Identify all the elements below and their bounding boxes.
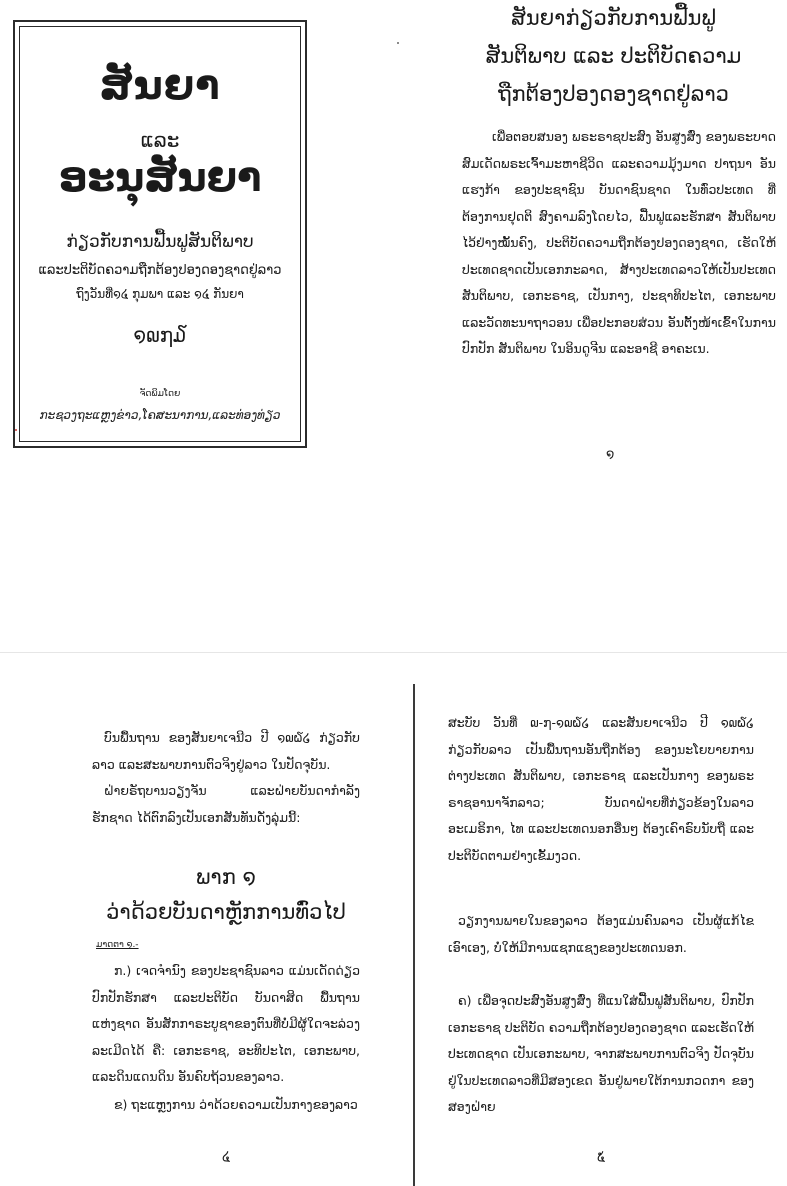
scan-speck — [397, 42, 399, 44]
page-1-title-line-2: ສັນຕິພາບ ແລະ ປະຕິບັດຄວາມ — [485, 44, 742, 68]
page-1-number: ໑ — [606, 447, 615, 462]
page-5-number: ໕ — [597, 1150, 606, 1165]
page-4-chapter-title: ວ່າດ້ວຍບັນດາຫຼັກການທົ່ວໄປ — [106, 900, 346, 924]
cover-title: ສັນຍາ — [99, 63, 221, 109]
page-1-paragraph: ເພື່ອຕອບສນອງ ພຣະຣາຊປະສົງ ອັນສູງສົ່ງ ຂອງພຣະບາດສົມເດັດພຣະເຈົ້າມະຫາຊີວິດ ແລະຄວາມມຸ້ງມາດ ປາຖນາ ອັນແຮງກ້າ ຂອງປະຊາຊົນ ບັນດາຊົນຊາດ ໃນທົ່ວປະເທດ ທີ່ຕ້ອງການຢຸດຕິ ສົງຄາມລົງໂດຍໄວ, ຟື້ນຟູແລະຮັກສາ ສັນຕິພາບໄວ້ຢ່າງໝັ້ນຄົງ, ປະຕິບັດຄວາມຖືກຕ້ອງປອງດອງຊາດ, ເຮັດໃຫ້ປະເທດຊາດເປັນເອກກະລາດ, ສ້າງປະເທດລາວໃຫ້ເປັນປະເທດສັນຕິພາບ, ເອກະຣາຊ, ເປັນກາງ, ປະຊາທິປະໄຕ, ເອກະພາບ ແລະວັດທະນາຖາວອນ ເພື່ອປະກອບສ່ວນ ອັນຕັ້ງໜ້າເຂົ້າໃນການປົກປັກ ສັນຕິພາບ ໃນອິນດູຈີນ ແລະອາຊີ ອາຄະເນ. — [462, 129, 776, 356]
page-4-intro: ບົນພື້ນຖານ ຂອງສັນຍາເຈນີວ ປີ ໑໙໖໒ ກ່ຽວກັບລາວ ແລະສະພາບການຕົວຈິງຢູ່ລາວ ໃນປັດຈຸບັນ. — [92, 730, 360, 772]
title-page-inner-border — [19, 26, 301, 442]
page-5-para-2: ວຽກງານພາຍໃນຂອງລາວ ຕ້ອງແມ່ນຄົນລາວ ເປັນຜູ້ແກ້ໄຂເອົາເອງ, ບໍ່ໃຫ້ມີການແຊກແຊງຂອງປະເທດນອກ. — [448, 913, 754, 955]
cover-publisher-2: ກະຊວງຖະແຫຼງຂ່າວ,ໂຄສະນາການ,ແລະທ່ອງທ່ຽວ — [39, 408, 281, 422]
cover-publisher-1: ຈັດພິມໂດຍ — [139, 389, 181, 399]
cover-and: ແລະ — [140, 128, 180, 152]
cover-subtitle-3: ຖົງວັນທີ່໑໔ ກຸມພາ ແລະ ໑໔ ກັນຍາ — [76, 287, 244, 301]
title-page — [13, 20, 307, 448]
cover-subtitle-1: ກ່ຽວກັບການຟື້ນຟູສັນຕິພາບ — [66, 232, 254, 252]
page-4-clause-a: ກ.) ເຈດຈຳນົງ ຂອງປະຊາຊົນລາວ ແມ່ນເດັດດ່ຽວປົກປັກຮັກສາ ແລະປະຕິບັດ ບັນດາສິດ ພື້ນຖານແຫ່ງຊາດ ອັນສັກກາຣະບູຊາຂອງຕົນທີ່ບໍ່ມີຜູ້ໃດຈະລ່ວງລະເມີດໄດ້ ຄື: ເອກະຣາຊ, ອະທິປະໄຕ, ເອກະພາບ, ແລະດິນແດນດິນ ອັນຄົບຖ້ວນຂອງລາວ. — [92, 963, 360, 1084]
page-5-para-3: ຄ) ເພື່ອຈຸດປະສົງອັນສູງສົ່ງ ທີ່ແນໃສ່ຟື້ນຟູສັນຕິພາບ, ປົກປັກເອກະຣາຊ ປະຕິບັດ ຄວາມຖືກຕ້ອງປອງດອງຊາດ ແລະເຮັດໃຫ້ປະເທດຊາດ ເປັນເອກະພາບ, ຈາກສະພາບການຕົວຈິງ ປັດຈຸບັນຢູ່ໃນປະເທດລາວທີ່ມີສອງເຂດ ອັນຢູ່ພາຍໃຕ້ການກວດກາ ຂອງສອງຝ່າຍ — [448, 993, 754, 1114]
page-4-intro-2: ຝ່າຍຣັຖບານວຽງຈັນ ແລະຝ່າຍບັນດາກຳລັງຮັກຊາດ ໄດ້ຕົກລົງເປັນເອກສັນທັນດັ່ງລຸ່ມນີ້: — [92, 783, 360, 825]
spread-divider — [0, 652, 787, 653]
page-5-para-1: ສະບັບ ວັນທີ່ ໙-໗-໑໙໖໒ ແລະສັນຍາເຈນີວ ປີ ໑໙໖໒ ກ່ຽວກັບລາວ ເປັນພື້ນຖານອັນຖືກຕ້ອງ ຂອງນະໂຍບາຍການຕ່າງປະເທດ ສັນຕິພາບ, ເອກະຣາຊ ແລະເປັນກາງ ຂອງພຣະຣາຊອານາຈັກລາວ; ບັນດາຝ່າຍທີ່ກ່ຽວຂ້ອງໃນລາວ ອະເມຣິກາ, ໄທ ແລະປະເທດນອກອື່ນໆ ຕ້ອງເຄົາຣົບນັບຖື ແລະ ປະຕິບັດຕາມຢ່າງເຂັ້ມງວດ. — [448, 715, 754, 863]
page-4-article-label: ມາດຕາ ໑.- — [96, 940, 139, 950]
cover-year: ໑໙໗໓ — [133, 323, 187, 347]
page-4-number: ໔ — [222, 1150, 231, 1165]
page-4-chapter-label: ພາກ ໑ — [196, 865, 256, 889]
page-gutter-line — [413, 684, 415, 1186]
cover-title-2: ອະນຸສັນຍາ — [58, 155, 262, 201]
page-4-clause-b: ຂ) ຖະແຫຼງການ ວ່າດ້ວຍຄວາມເປັນກາງຂອງລາວ — [114, 1097, 358, 1112]
page-1-title-line-3: ຖືກຕ້ອງປອງດອງຊາດຢູ່ລາວ — [498, 82, 729, 106]
page-1-title-line-1: ສັນຍາກ່ຽວກັບການຟື້ນຟູ — [511, 6, 716, 30]
cover-subtitle-2: ແລະປະຕິບັດຄວາມຖືກຕ້ອງປອງດອງຊາດຢູ່ລາວ — [38, 263, 282, 278]
scan-speck — [15, 429, 17, 431]
